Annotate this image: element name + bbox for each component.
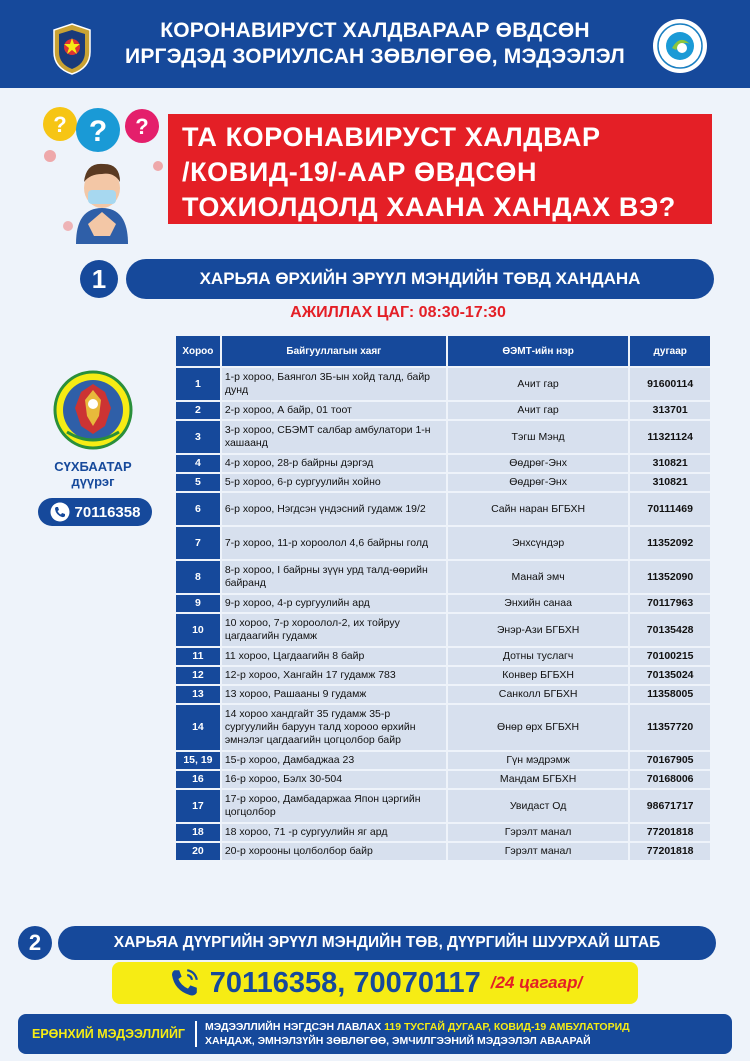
khoroo-cell: 6	[176, 493, 220, 525]
footer-info	[197, 1020, 630, 1048]
table-row	[176, 614, 710, 646]
clinic-name-cell: Өнөр өрх БГБХН	[448, 705, 628, 750]
khoroo-cell: 12	[176, 667, 220, 684]
table-row	[176, 527, 710, 559]
address-cell: 10 хороо, 7-р хороолол-2, их тойруу цагдаагийн гудамж	[222, 614, 446, 646]
footer-info-highlight: 119 ТУСГАЙ ДУГААР, КОВИД-19 АМБУЛАТОРИД	[384, 1021, 630, 1033]
table-row	[176, 843, 710, 860]
phone-cell: 11352092	[630, 527, 710, 559]
footer-info-line1: МЭДЭЭЛЛИЙН НЭГДСЭН ЛАВЛАХ	[205, 1021, 385, 1033]
banner-line1: ТА КОРОНАВИРУСТ ХАЛДВАР	[182, 122, 601, 152]
address-cell: 9-р хороо, 4-р сургуулийн ард	[222, 595, 446, 612]
table-row	[176, 824, 710, 841]
banner-line2: /КОВИД-19/-ААР ӨВДСӨН	[182, 157, 538, 187]
clinic-name-cell: Энхсүндэр	[448, 527, 628, 559]
address-cell: 14 хороо хандгайт 35 гудамж 35-р сургуулийн баруун талд хорооо өрхийн эмнэлэг цагдаагийн цогцолбор байр	[222, 705, 446, 750]
confused-person-illustration	[40, 96, 170, 246]
table-row	[176, 455, 710, 472]
phone-icon	[168, 967, 200, 999]
main-question-banner	[168, 114, 712, 224]
step-1-bar: ХАРЬЯА ӨРХИЙН ЭРҮҮЛ МЭНДИЙН ТӨВД ХАНДАНА	[126, 259, 714, 299]
clinic-name-cell: Гүн мэдрэмж	[448, 752, 628, 769]
khoroo-cell: 7	[176, 527, 220, 559]
phone-cell: 11352090	[630, 561, 710, 593]
step-1-number: 1	[80, 260, 118, 298]
address-cell: 20-р хорооны цолболбор байр	[222, 843, 446, 860]
khoroo-cell: 15, 19	[176, 752, 220, 769]
address-cell: 6-р хороо, Нэгдсэн үндэсний гудамж 19/2	[222, 493, 446, 525]
khoroo-cell: 16	[176, 771, 220, 788]
clinic-name-cell: Тэгш Мэнд	[448, 421, 628, 453]
khoroo-cell: 4	[176, 455, 220, 472]
header-title-line1: КОРОНАВИРУСТ ХАЛДВАРААР ӨВДСӨН	[160, 19, 590, 42]
khoroo-cell: 17	[176, 790, 220, 822]
khoroo-cell: 5	[176, 474, 220, 491]
footer-left-label: ЕРӨНХИЙ МЭДЭЭЛЛИЙГ	[18, 1021, 197, 1047]
district-phone[interactable]	[38, 498, 152, 526]
footer-info-line2: ХАНДАЖ, ЭМНЭЛЗҮЙН ЗӨВЛӨГӨӨ, ЭМЧИЛГЭЭНИЙ МЭДЭЭЛЭЛ АВААРАЙ	[205, 1035, 591, 1047]
hotline-note: /24 цагаар/	[490, 973, 583, 992]
phone-cell: 313701	[630, 402, 710, 419]
table-row	[176, 705, 710, 750]
clinic-name-cell: Манай эмч	[448, 561, 628, 593]
address-cell: 2-р хороо, А байр, 01 тоот	[222, 402, 446, 419]
khoroo-cell: 11	[176, 648, 220, 665]
clinic-name-cell: Өөдрөг-Энх	[448, 474, 628, 491]
district-type: дүүрэг	[71, 474, 115, 489]
hotline-box[interactable]	[112, 962, 638, 1004]
table-row	[176, 790, 710, 822]
khoroo-cell: 3	[176, 421, 220, 453]
district-name: СҮХБААТАР	[54, 459, 132, 474]
address-cell: 17-р хороо, Дамбадаржаа Япон цэргийн цогцолбор	[222, 790, 446, 822]
table-row	[176, 474, 710, 491]
table-row	[176, 686, 710, 703]
police-emblem-icon	[50, 22, 94, 76]
phone-cell: 70135428	[630, 614, 710, 646]
khoroo-cell: 9	[176, 595, 220, 612]
phone-cell: 310821	[630, 474, 710, 491]
phone-cell: 91600114	[630, 368, 710, 400]
phone-cell: 70117963	[630, 595, 710, 612]
table-row	[176, 771, 710, 788]
address-cell: 4-р хороо, 28-р байрны дэргэд	[222, 455, 446, 472]
table-row	[176, 493, 710, 525]
khoroo-cell: 10	[176, 614, 220, 646]
clinic-name-cell: Гэрэлт манал	[448, 843, 628, 860]
table-row	[176, 368, 710, 400]
clinic-name-cell: Санколл БГБХН	[448, 686, 628, 703]
hotline-numbers: 70116358, 70070117	[209, 966, 481, 999]
working-hours: АЖИЛЛАХ ЦАГ: 08:30-17:30	[290, 304, 506, 321]
question-mark-1: ?	[53, 112, 67, 137]
khoroo-cell: 2	[176, 402, 220, 419]
address-cell: 16-р хороо, Бэлх 30-504	[222, 771, 446, 788]
table-row	[176, 561, 710, 593]
address-cell: 12-р хороо, Хангайн 17 гудамж 783	[222, 667, 446, 684]
clinic-name-cell: Мандам БГБХН	[448, 771, 628, 788]
khoroo-cell: 13	[176, 686, 220, 703]
header-phone: дугаар	[630, 336, 710, 366]
health-center-logo-icon	[652, 18, 708, 74]
clinic-name-cell: Өөдрөг-Энх	[448, 455, 628, 472]
clinic-name-cell: Гэрэлт манал	[448, 824, 628, 841]
step-2-bar: ХАРЬЯА ДҮҮРГИЙН ЭРҮҮЛ МЭНДИЙН ТӨВ, ДҮҮРГИЙН ШУУРХАЙ ШТАБ	[58, 926, 716, 960]
address-cell: 18 хороо, 71 -р сургуулийн яг ард	[222, 824, 446, 841]
khoroo-cell: 18	[176, 824, 220, 841]
clinic-name-cell: Энхийн санаа	[448, 595, 628, 612]
question-mark-2: ?	[88, 115, 108, 148]
address-cell: 7-р хороо, 11-р хороолол 4,6 байрны голд	[222, 527, 446, 559]
clinic-name-cell: Ачит гар	[448, 402, 628, 419]
khoroo-cell: 8	[176, 561, 220, 593]
table-row	[176, 595, 710, 612]
clinic-name-cell: Конвер БГБХН	[448, 667, 628, 684]
khoroo-cell: 20	[176, 843, 220, 860]
table-row	[176, 752, 710, 769]
address-cell: 1-р хороо, Баянгол 3Б-ын хойд талд, байр дунд	[222, 368, 446, 400]
phone-cell: 11357720	[630, 705, 710, 750]
phone-cell: 70168006	[630, 771, 710, 788]
phone-cell: 77201818	[630, 824, 710, 841]
header-name: ӨЭМТ-ийн нэр	[448, 336, 628, 366]
header-title-line2: ИРГЭДЭД ЗОРИУЛСАН ЗӨВЛӨГӨӨ, МЭДЭЭЛЭЛ	[125, 45, 625, 68]
table-row	[176, 667, 710, 684]
phone-cell: 70111469	[630, 493, 710, 525]
district-phone-number: 70116358	[74, 503, 141, 521]
address-cell: 15-р хороо, Дамбаджаа 23	[222, 752, 446, 769]
question-mark-3: ?	[135, 114, 149, 139]
khoroo-cell: 1	[176, 368, 220, 400]
address-cell: 3-р хороо, СБЭМТ салбар амбулатори 1-н хашаанд	[222, 421, 446, 453]
address-cell: 8-р хороо, I байрны зүүн урд талд-өөрийн байранд	[222, 561, 446, 593]
footer-bar	[18, 1014, 732, 1054]
clinic-table	[174, 334, 712, 862]
header-khoroo: Хороо	[176, 336, 220, 366]
table-row	[176, 402, 710, 419]
banner-line3: ТОХИОЛДОЛД ХААНА ХАНДАХ ВЭ?	[182, 192, 676, 222]
address-cell: 5-р хороо, 6-р сургуулийн хойно	[222, 474, 446, 491]
district-emblem-icon	[53, 370, 133, 450]
clinic-name-cell: Ачит гар	[448, 368, 628, 400]
khoroo-cell: 14	[176, 705, 220, 750]
phone-cell: 11358005	[630, 686, 710, 703]
phone-cell: 98671717	[630, 790, 710, 822]
phone-cell: 11321124	[630, 421, 710, 453]
header-bar	[0, 0, 750, 88]
clinic-name-cell: Увидаст Од	[448, 790, 628, 822]
table-header-row	[176, 336, 710, 366]
phone-cell: 70135024	[630, 667, 710, 684]
header-title	[125, 18, 625, 70]
clinic-name-cell: Энэр-Ази БГБХН	[448, 614, 628, 646]
clinic-name-cell: Сайн наран БГБХН	[448, 493, 628, 525]
clinic-name-cell: Дотны туслагч	[448, 648, 628, 665]
address-cell: 13 хороо, Рашааны 9 гудамж	[222, 686, 446, 703]
table-row	[176, 648, 710, 665]
district-block	[30, 370, 156, 489]
step-2-number: 2	[18, 926, 52, 960]
phone-cell: 77201818	[630, 843, 710, 860]
phone-icon	[50, 502, 70, 522]
table-row	[176, 421, 710, 453]
phone-cell: 310821	[630, 455, 710, 472]
header-address: Байгууллагын хаяг	[222, 336, 446, 366]
address-cell: 11 хороо, Цагдаагийн 8 байр	[222, 648, 446, 665]
phone-cell: 70100215	[630, 648, 710, 665]
phone-cell: 70167905	[630, 752, 710, 769]
